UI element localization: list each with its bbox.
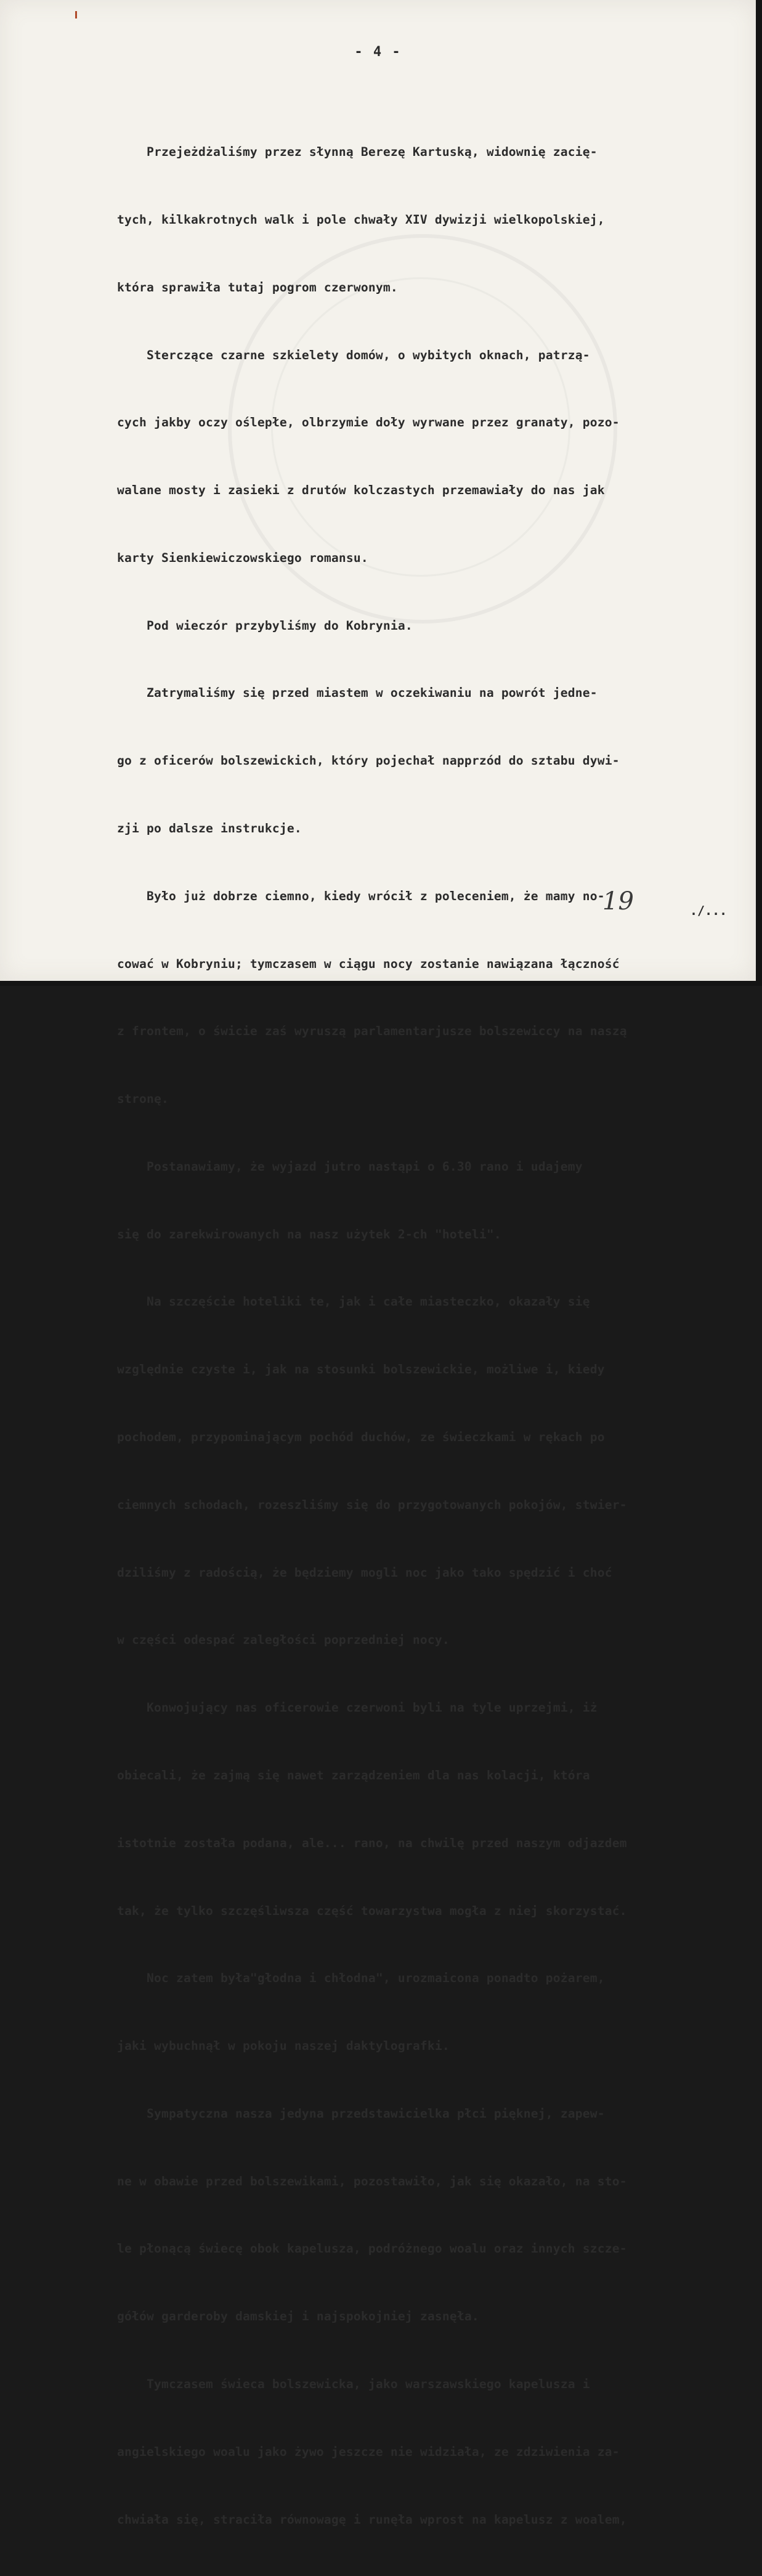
text-line: która sprawiła tutaj pogrom czerwonym. [117, 280, 398, 295]
text-line: Sterczące czarne szkielety domów, o wybitych oknach, patrzą- [117, 347, 590, 362]
text-line: ciemnych schodach, rozeszliśmy się do przygotowanych pokojów, stwier- [117, 1497, 627, 1512]
text-line: w części odespać zaległości poprzedniej nocy. [117, 1633, 450, 1648]
text-line: go z oficerów bolszewickich, który pojechał napprzód do sztabu dywi- [117, 754, 620, 768]
text-line: karty Sienkiewiczowskiego romansu. [117, 550, 368, 565]
text-line: Tymczasem świeca bolszewicka, jako warszawskiego kapelusza i [117, 2376, 590, 2391]
page-number: - 4 - [354, 44, 402, 60]
typed-body-text [117, 96, 739, 2576]
scan-edge-bottom [0, 981, 762, 986]
text-line: Pod wieczór przybyliśmy do Kobrynia. [117, 618, 413, 633]
text-line: cych jakby oczy oślepłe, olbrzymie doły wyrwane przez granaty, pozo- [117, 415, 620, 430]
text-line: się do zarekwirowanych na nasz użytek 2-ch "hoteli". [117, 1227, 501, 1241]
text-line: ne w obawie przed bolszewikami, pozostawiło, jak się okazało, na sto- [117, 2174, 627, 2188]
text-line: tych, kilkakrotnych walk i pole chwały XIV dywizji wielkopolskiej, [117, 212, 605, 227]
text-line: dziliśmy z radością, że będziemy mogli noc jako tako spędzić i choć [117, 1565, 612, 1580]
text-line: istotnie została podana, ale... rano, na chwilę przed naszym odjazdem [117, 1835, 627, 1850]
scan-edge-right [756, 0, 762, 986]
text-line: jaki wybuchnął w pokoju naszej daktylografki. [117, 2039, 450, 2054]
text-line: względnie czyste i, jak na stosunki bolszewickie, możliwe i, kiedy [117, 1362, 605, 1377]
text-line: Przejeżdżaliśmy przez słynną Berezę Kartuską, widownię zacię- [117, 145, 598, 160]
text-line: Sympatyczna nasza jedyna przedstawicielka płci pięknej, zapew- [117, 2106, 605, 2121]
text-line: le płonącą świecę obok kapelusza, podróżnego woalu oraz innych szcze- [117, 2241, 627, 2256]
text-line: obiecali, że zajmą się nawet zarządzeniem dla nas kolacji, która [117, 1768, 590, 1782]
text-line: Było już dobrze ciemno, kiedy wrócił z poleceniem, że mamy no- [117, 888, 605, 903]
text-line: angielskiego woalu jako żywo jeszcze nie widziała, ze zdziwienia za- [117, 2444, 620, 2459]
text-line: Noc zatem była"głodna i chłodna", urozmaicona ponadto pożarem, [117, 1971, 605, 1986]
ink-mark [75, 11, 77, 18]
continuation-marker: ./... [690, 903, 728, 918]
text-line: stronę. [117, 1092, 169, 1107]
text-line: pochodem, przypominającym pochód duchów, ze świeczkami w rękach po [117, 1430, 605, 1445]
text-line: Zatrymaliśmy się przed miastem w oczekiwaniu na powrót jedne- [117, 686, 598, 701]
text-line: Na szczęście hoteliki te, jak i całe miasteczko, okazały się [117, 1294, 590, 1309]
text-line: cować w Kobryniu; tymczasem w ciągu nocy zostanie nawiązana łączność [117, 956, 620, 971]
text-line: chwiała się, straciła równowagę i runęła wprost na kapelusz z woalem, [117, 2512, 627, 2527]
text-line: zji po dalsze instrukcje. [117, 821, 302, 835]
handwritten-page-number: 19 [602, 887, 634, 916]
text-line: Konwojujący nas oficerowie czerwoni byli na tyle uprzejmi, iż [117, 1700, 598, 1715]
text-line: z frontem, o świcie zaś wyruszą parlamentarjusze bolszewiccy na naszą [117, 1024, 627, 1039]
text-line: gółów garderoby damskiej i najspokojniej zasnęła. [117, 2309, 479, 2324]
text-line: Postanawiamy, że wyjazd jutro nastąpi o 6.30 rano i udajemy [117, 1159, 583, 1174]
text-line: walane mosty i zasieki z drutów kolczastych przemawiały do nas jak [117, 483, 605, 498]
text-line: tak, że tylko szczęśliwsza część towarzystwa mogła z niej skorzystać. [117, 1903, 627, 1918]
